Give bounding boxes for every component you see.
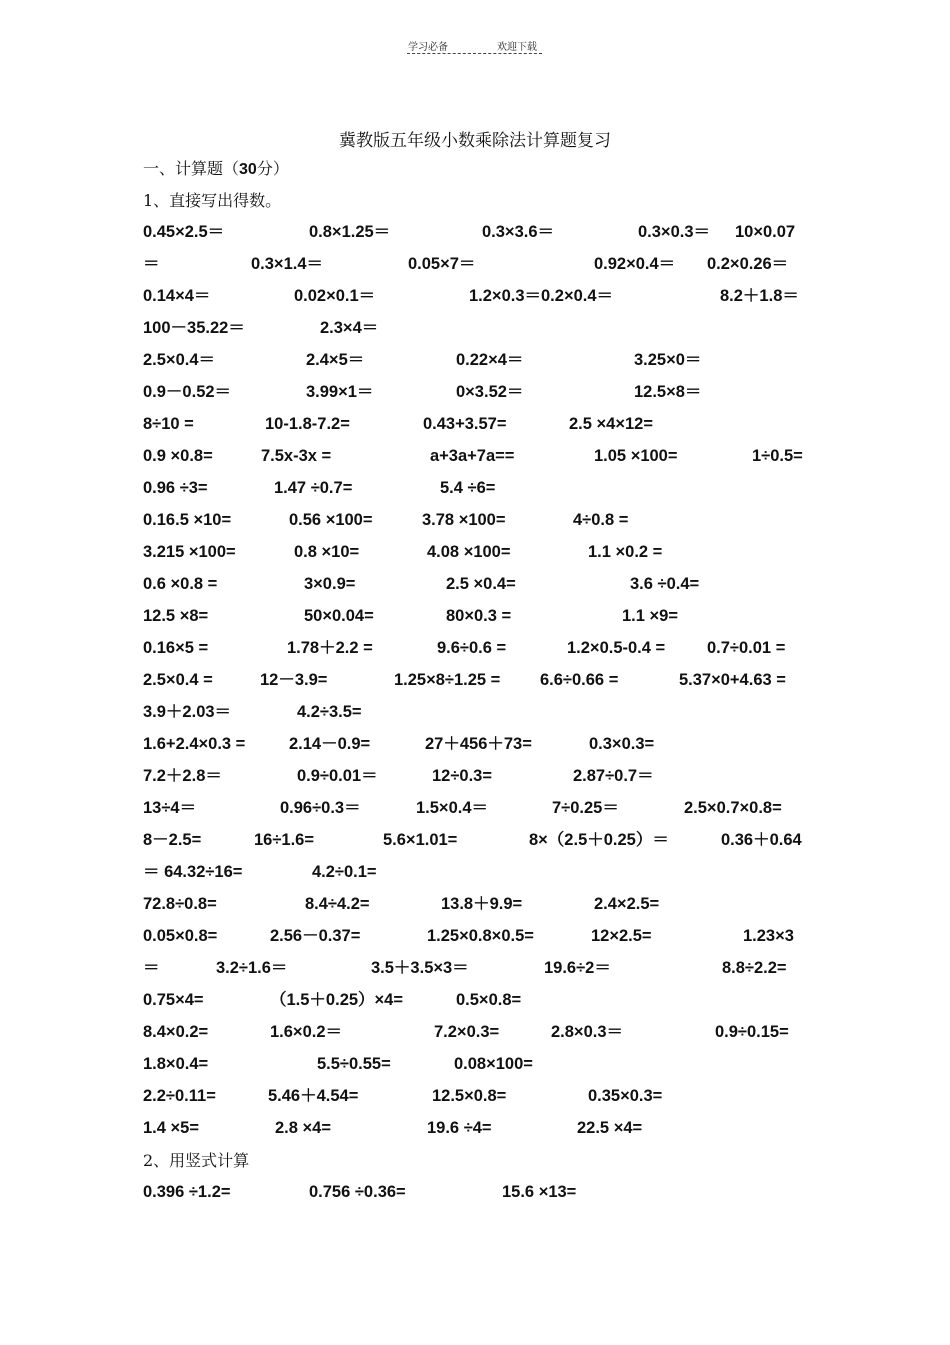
problem-item: 5.46＋4.54= xyxy=(268,1087,359,1105)
problem-row xyxy=(0,604,950,628)
section-prefix: 一、计算题（ xyxy=(143,159,240,178)
problem-item: 1.4 ×5= xyxy=(143,1119,199,1137)
problem-row xyxy=(0,444,950,468)
problem-item: 0.96 ÷3= xyxy=(143,479,208,497)
problem-row xyxy=(0,636,950,660)
problem-item: 6.6÷0.66 = xyxy=(540,671,619,689)
problem-item: 7÷0.25＝ xyxy=(552,799,619,817)
problem-item: 3.25×0＝ xyxy=(634,351,702,369)
problem-item: 7.2＋2.8＝ xyxy=(143,767,222,785)
page-header-right: 欢迎下载 xyxy=(497,42,537,53)
problem-item: 0.9－0.52＝ xyxy=(143,383,232,401)
problem-item: 8.4×0.2= xyxy=(143,1023,209,1041)
problem-row xyxy=(0,220,950,244)
problem-item: 2.8 ×4= xyxy=(275,1119,331,1137)
problem-item: 1.25×0.8×0.5= xyxy=(427,927,534,945)
problem-row xyxy=(0,860,950,884)
problem-item: 12－3.9= xyxy=(260,671,328,689)
problem-item: 12÷0.3= xyxy=(432,767,492,785)
problem-item: 0.45×2.5＝ xyxy=(143,223,225,241)
problem-item: 27＋456＋73= xyxy=(425,735,532,753)
problem-item: 12.5 ×8= xyxy=(143,607,209,625)
problem-item: 0.43+3.57= xyxy=(423,415,507,433)
problem-item: （1.5＋0.25）×4= xyxy=(270,991,403,1009)
problem-item: 16÷1.6= xyxy=(254,831,314,849)
problem-item: 0.08×100= xyxy=(454,1055,533,1073)
problem-item: 2.5×0.4 = xyxy=(143,671,213,689)
problem-item: 13÷4＝ xyxy=(143,799,197,817)
vertical-problem-item: 0.756 ÷0.36= xyxy=(309,1183,406,1201)
problem-row xyxy=(0,412,950,436)
problem-item: 12×2.5= xyxy=(591,927,652,945)
problem-item: 0.92×0.4＝ xyxy=(594,255,676,273)
problem-row xyxy=(0,348,950,372)
problem-row xyxy=(0,828,950,852)
problem-item: 0.05×0.8= xyxy=(143,927,218,945)
problem-item: 3.78 ×100= xyxy=(422,511,506,529)
problem-row xyxy=(0,508,950,532)
problem-item: 1.05 ×100= xyxy=(594,447,678,465)
problem-item: 1.6×0.2＝ xyxy=(270,1023,343,1041)
problem-item: 0×3.52＝ xyxy=(456,383,524,401)
problem-item: 1.2×0.3＝0.2×0.4＝ xyxy=(469,287,614,305)
problem-item: 2.56－0.37= xyxy=(270,927,361,945)
problem-item: 3.99×1＝ xyxy=(306,383,374,401)
problem-item: 2.14－0.9= xyxy=(289,735,371,753)
problem-item: 2.5 ×0.4= xyxy=(446,575,516,593)
problem-item: 2.8×0.3＝ xyxy=(551,1023,624,1041)
problem-row xyxy=(0,988,950,1012)
problem-item: ＝ 64.32÷16= xyxy=(143,863,243,881)
problem-item: 80×0.3 = xyxy=(446,607,512,625)
problem-item: 0.8 ×10= xyxy=(294,543,360,561)
problem-row xyxy=(0,764,950,788)
problem-row xyxy=(0,1116,950,1140)
problem-row xyxy=(0,956,950,980)
document-title: 冀教版五年级小数乘除法计算题复习 xyxy=(339,131,611,151)
vertical-problem-item: 15.6 ×13= xyxy=(502,1183,577,1201)
problem-item: 0.9 ×0.8= xyxy=(143,447,213,465)
problem-item: 72.8÷0.8= xyxy=(143,895,217,913)
problem-item: 8÷10 = xyxy=(143,415,194,433)
problem-row xyxy=(0,700,950,724)
problem-item: 0.3×1.4＝ xyxy=(251,255,324,273)
problem-item: 1.25×8÷1.25 = xyxy=(394,671,501,689)
problem-item: 0.9÷0.01＝ xyxy=(297,767,378,785)
problem-item: 4.08 ×100= xyxy=(427,543,511,561)
problem-item: 0.3×3.6＝ xyxy=(482,223,555,241)
problem-item: 5.37×0+4.63 = xyxy=(679,671,786,689)
problem-item: 12.5×0.8= xyxy=(432,1087,507,1105)
problem-item: 1.5×0.4＝ xyxy=(416,799,489,817)
problem-item: 0.2×0.26＝ xyxy=(707,255,789,273)
subsection-vertical-calc: 2、用竖式计算 xyxy=(143,1151,250,1170)
problem-row xyxy=(0,796,950,820)
problem-row xyxy=(0,1020,950,1044)
problem-item: 19.6÷2＝ xyxy=(544,959,611,977)
problem-item: 0.6 ×0.8 = xyxy=(143,575,218,593)
problem-item: 3.2÷1.6＝ xyxy=(216,959,288,977)
problem-item: 8.2＋1.8＝ xyxy=(720,287,799,305)
problem-item: 2.5×0.7×0.8= xyxy=(684,799,782,817)
problem-item: 3.6 ÷0.4= xyxy=(630,575,700,593)
problem-item: 10-1.8-7.2= xyxy=(265,415,350,433)
problem-item: 9.6÷0.6 = xyxy=(437,639,507,657)
problem-item: 0.36＋0.64 xyxy=(721,831,802,849)
subsection-direct-answers: 1、直接写出得数。 xyxy=(143,191,282,210)
problem-item: 1.47 ÷0.7= xyxy=(274,479,353,497)
problem-item: 8－2.5= xyxy=(143,831,202,849)
problem-row xyxy=(0,1084,950,1108)
problem-item: 1.23×3 xyxy=(743,927,794,945)
problem-item: 0.16.5 ×10= xyxy=(143,511,232,529)
section-heading xyxy=(143,156,289,179)
problem-row xyxy=(0,540,950,564)
section-points: 30 xyxy=(239,161,257,178)
problem-item: 2.5×0.4＝ xyxy=(143,351,216,369)
problem-item: 1.6+2.4×0.3 = xyxy=(143,735,246,753)
problem-item: 0.3×0.3= xyxy=(589,735,655,753)
problem-item: ＝ xyxy=(143,959,160,977)
page-header-left: 学习必备 xyxy=(408,42,448,53)
problem-item: 2.5 ×4×12= xyxy=(569,415,653,433)
problem-row xyxy=(0,284,950,308)
problem-item: 0.7÷0.01 = xyxy=(707,639,786,657)
section-suffix: 分） xyxy=(256,159,289,178)
problem-item: 2.2÷0.11= xyxy=(143,1087,216,1105)
problem-item: 5.5÷0.55= xyxy=(317,1055,391,1073)
problem-item: 2.4×2.5= xyxy=(594,895,660,913)
problem-row xyxy=(0,380,950,404)
problem-row xyxy=(0,668,950,692)
problem-item: 0.22×4＝ xyxy=(456,351,524,369)
problem-item: 0.02×0.1＝ xyxy=(294,287,376,305)
problem-item: 10×0.07 xyxy=(735,223,796,241)
problem-item: 8.8÷2.2= xyxy=(722,959,787,977)
problem-item: 7.2×0.3= xyxy=(434,1023,500,1041)
problem-item: 0.5×0.8= xyxy=(456,991,522,1009)
problem-row xyxy=(0,1052,950,1076)
problem-item: 5.6×1.01= xyxy=(383,831,458,849)
problem-item: 12.5×8＝ xyxy=(634,383,702,401)
problem-item: 0.8×1.25＝ xyxy=(309,223,391,241)
problem-row xyxy=(0,892,950,916)
problem-item: 0.14×4＝ xyxy=(143,287,211,305)
problem-item: 19.6 ÷4= xyxy=(427,1119,492,1137)
problem-item: 7.5x-3x = xyxy=(261,447,332,465)
problem-item: 1.8×0.4= xyxy=(143,1055,209,1073)
vertical-problem-item: 0.396 ÷1.2= xyxy=(143,1183,231,1201)
problem-row xyxy=(0,572,950,596)
problem-item: 1.78＋2.2 = xyxy=(287,639,373,657)
problem-row xyxy=(0,316,950,340)
problem-item: 0.96÷0.3＝ xyxy=(280,799,361,817)
problem-item: 13.8＋9.9= xyxy=(441,895,523,913)
problem-item: 3.5＋3.5×3＝ xyxy=(371,959,469,977)
vertical-problem-line xyxy=(0,1180,950,1204)
problem-item: 1÷0.5= xyxy=(752,447,803,465)
problem-item: 0.35×0.3= xyxy=(588,1087,663,1105)
problem-item: 8.4÷4.2= xyxy=(305,895,370,913)
problem-row xyxy=(0,924,950,948)
problem-item: 4.2÷3.5= xyxy=(297,703,362,721)
problem-item: 0.75×4= xyxy=(143,991,204,1009)
header-dashed-rule xyxy=(407,53,542,54)
problem-item: 2.3×4＝ xyxy=(320,319,379,337)
problem-item: 1.1 ×0.2 = xyxy=(588,543,663,561)
problem-item: ＝ xyxy=(143,255,160,273)
problem-item: 50×0.04= xyxy=(304,607,374,625)
problem-item: 1.2×0.5-0.4 = xyxy=(567,639,666,657)
problem-item: 4÷0.8 = xyxy=(573,511,629,529)
problem-item: 0.3×0.3＝ xyxy=(638,223,711,241)
problem-item: 2.87÷0.7＝ xyxy=(573,767,654,785)
problem-item: 8×（2.5＋0.25）＝ xyxy=(529,831,669,849)
problem-item: 0.56 ×100= xyxy=(289,511,373,529)
problem-item: 1.1 ×9= xyxy=(622,607,678,625)
problem-item: 4.2÷0.1= xyxy=(312,863,377,881)
problem-item: 3.215 ×100= xyxy=(143,543,236,561)
problem-item: 5.4 ÷6= xyxy=(440,479,496,497)
problem-item: 0.05×7＝ xyxy=(408,255,476,273)
problem-item: 3×0.9= xyxy=(304,575,356,593)
problem-item: 22.5 ×4= xyxy=(577,1119,643,1137)
problem-item: 0.9÷0.15= xyxy=(715,1023,789,1041)
problem-item: 100－35.22＝ xyxy=(143,319,245,337)
problem-item: a+3a+7a== xyxy=(430,447,515,465)
problem-item: 2.4×5＝ xyxy=(306,351,365,369)
problem-row xyxy=(0,476,950,500)
problem-item: 3.9＋2.03＝ xyxy=(143,703,232,721)
problem-row xyxy=(0,252,950,276)
problem-row xyxy=(0,732,950,756)
problem-item: 0.16×5 = xyxy=(143,639,209,657)
